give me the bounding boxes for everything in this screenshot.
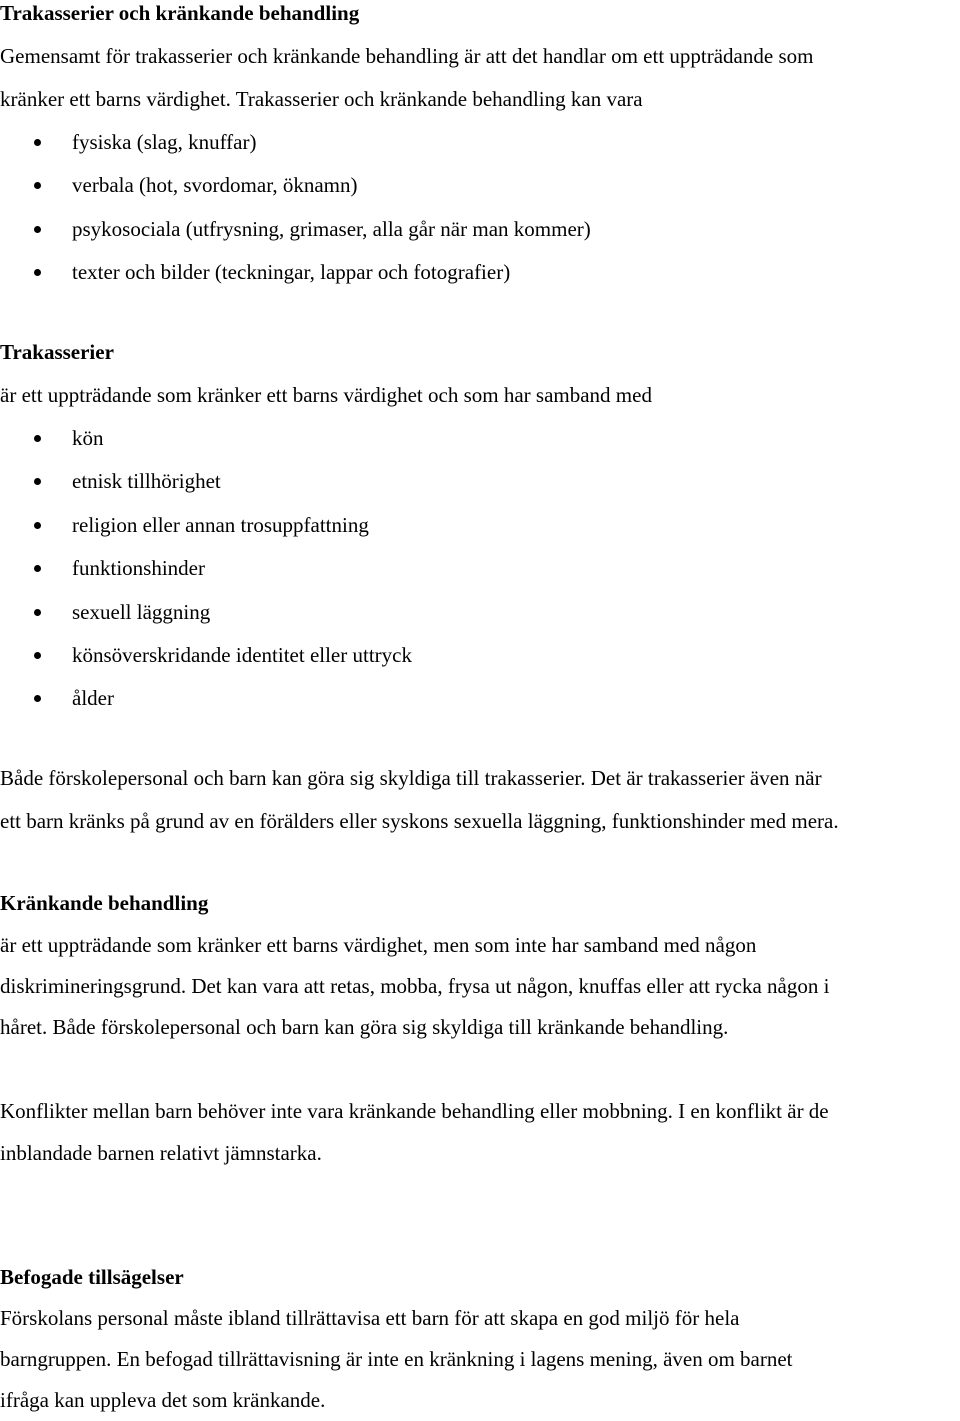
section-harassment [0,331,960,721]
section-justified-reprimands [0,1257,960,1421]
bullet-icon [34,139,41,146]
bullet-icon [34,478,41,485]
list-item: etnisk tillhörighet [0,460,960,503]
paragraph-line: kränker ett barns värdighet. Trakasserier och kränkande behandling kan vara [0,87,643,111]
heading-harassment-and-abusive-treatment: Trakasserier och kränkande behandling [0,1,360,25]
paragraph-line: inblandade barnen relativt jämnstarka. [0,1141,322,1165]
list-item: ålder [0,677,960,720]
list-item: religion eller annan trosuppfattning [0,504,960,547]
paragraph-line: håret. Både förskolepersonal och barn kan göra sig skyldiga till kränkande behandling. [0,1015,729,1039]
heading-abusive-treatment: Kränkande behandling [0,891,209,915]
paragraph-line: är ett uppträdande som kränker ett barns värdighet, men som inte har samband med någon [0,933,757,957]
bullet-icon [34,269,41,276]
list-item: psykosociala (utfrysning, grimaser, alla går när man kommer) [0,208,960,251]
paragraph-conflicts [0,1090,960,1174]
list-item: fysiska (slag, knuffar) [0,121,960,164]
bullet-icon [34,565,41,572]
paragraph-line: är ett uppträdande som kränker ett barns värdighet och som har samband med [0,383,652,407]
heading-justified-reprimands: Befogade tillsägelser [0,1265,184,1289]
section-harassment-and-abusive-treatment [0,0,960,295]
section-abusive-treatment [0,882,960,1048]
list-item: verbala (hot, svordomar, öknamn) [0,164,960,207]
heading-harassment: Trakasserier [0,340,114,364]
list-item: könsöverskridande identitet eller uttryck [0,634,960,677]
bullet-list-grounds [0,417,960,721]
paragraph-line: ifråga kan uppleva det som kränkande. [0,1388,326,1412]
paragraph-line: Gemensamt för trakasserier och kränkande behandling är att det handlar om ett uppträdande som [0,44,814,68]
bullet-icon [34,652,41,659]
paragraph-line: barngruppen. En befogad tillrättavisning är inte en kränkning i lagens mening, även om barnet [0,1347,793,1371]
list-item: sexuell läggning [0,591,960,634]
bullet-icon [34,522,41,529]
paragraph-harassment-details [0,757,960,843]
paragraph-line: ett barn kränks på grund av en förälders eller syskons sexuella läggning, funktionshinder med mera. [0,809,839,833]
list-item: texter och bilder (teckningar, lappar och fotografier) [0,251,960,294]
paragraph-line: Förskolans personal måste ibland tillrättavisa ett barn för att skapa en god miljö för hela [0,1306,740,1330]
bullet-list-forms [0,121,960,295]
paragraph-line: Konflikter mellan barn behöver inte vara kränkande behandling eller mobbning. I en konflikt är de [0,1099,829,1123]
paragraph-line: Både förskolepersonal och barn kan göra sig skyldiga till trakasserier. Det är trakasserier även när [0,766,822,790]
list-item: funktionshinder [0,547,960,590]
list-item: kön [0,417,960,460]
paragraph-line: diskrimineringsgrund. Det kan vara att retas, mobba, frysa ut någon, knuffas eller att rycka någon i [0,974,830,998]
bullet-icon [34,182,41,189]
bullet-icon [34,435,41,442]
bullet-icon [34,609,41,616]
bullet-icon [34,695,41,702]
bullet-icon [34,226,41,233]
